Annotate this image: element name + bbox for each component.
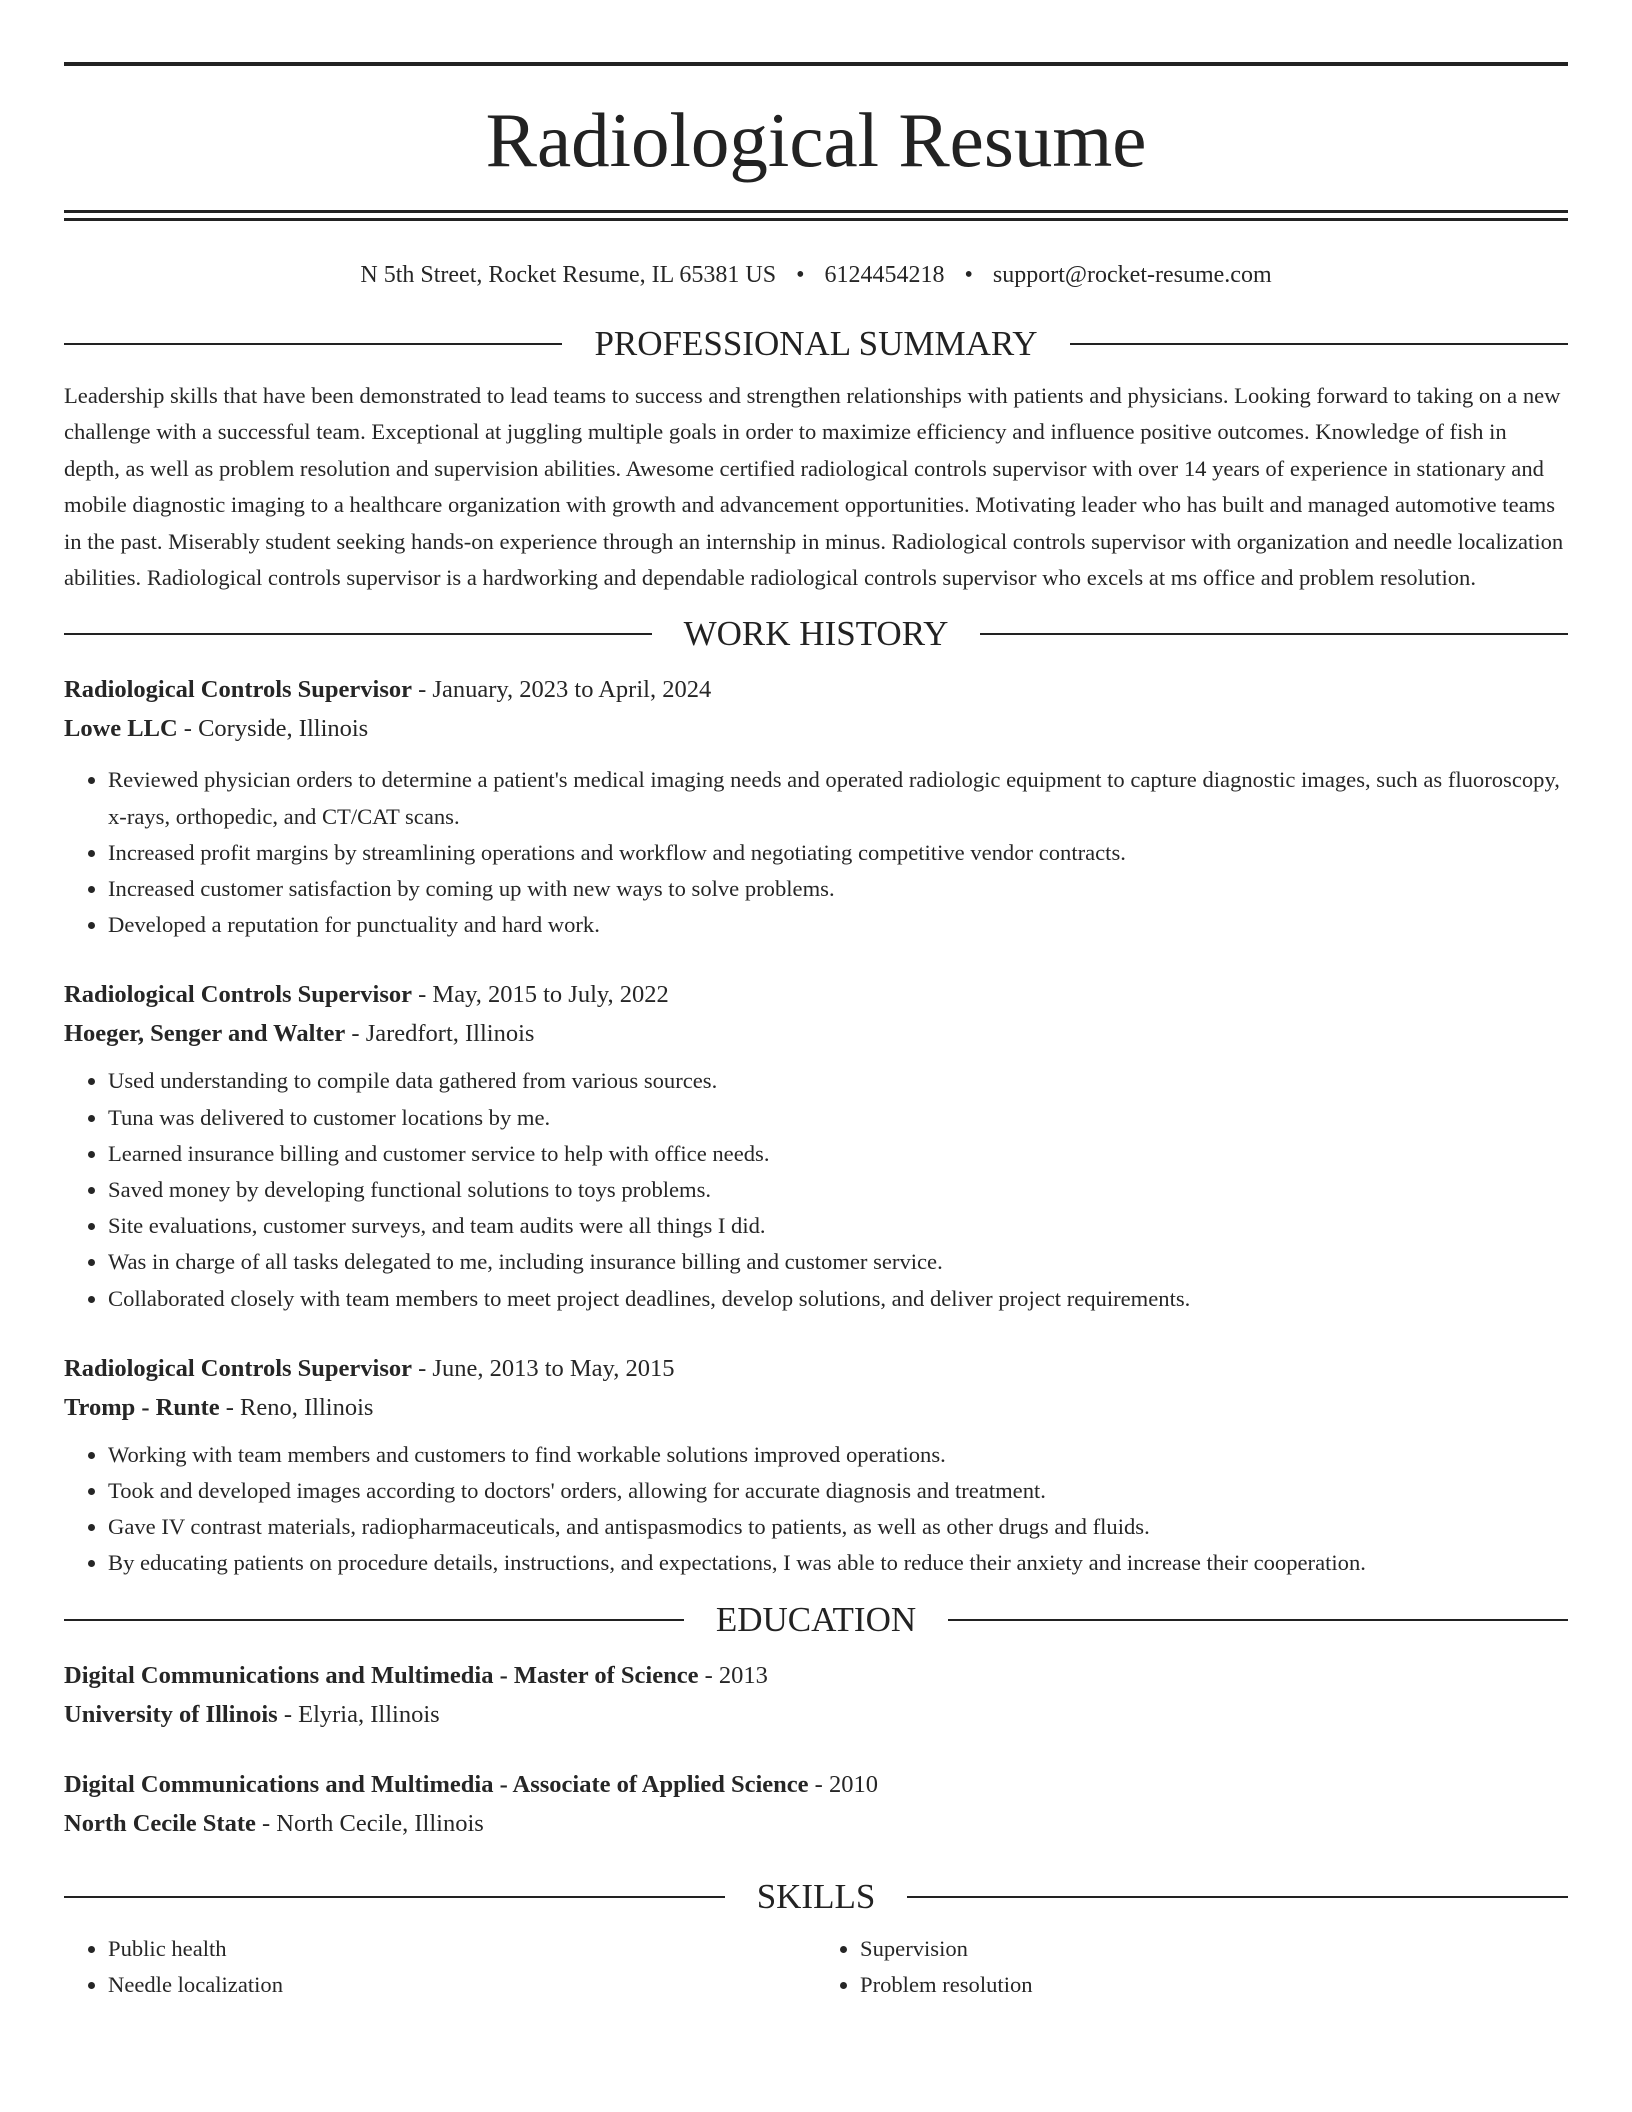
education-school: North Cecile State — [64, 1809, 256, 1837]
job-header — [64, 975, 1568, 1014]
list-item: • Reviewed physician orders to determine a patient's medical imaging needs and operated radiologic equipment to capture diagnostic images, such as fluoroscopy, x-rays, orthopedic, and CT/CAT scans. — [108, 762, 1568, 834]
list-item: • Public health — [108, 1931, 816, 1967]
heading-rule — [64, 343, 562, 345]
job-dates: - January, 2023 to April, 2024 — [412, 676, 712, 704]
list-item: • Collaborated closely with team members to meet project deadlines, develop solutions, and deliver project requirements. — [108, 1281, 1568, 1317]
contact-address: N 5th Street, Rocket Resume, IL 65381 US — [360, 262, 777, 288]
job-entry — [64, 1349, 1568, 1582]
education-school-line — [64, 1695, 1568, 1734]
section-title: WORK HISTORY — [683, 614, 949, 654]
section-heading-summary — [64, 322, 1568, 366]
skills-column-right — [816, 1931, 1568, 2003]
education-school-line — [64, 1804, 1568, 1843]
top-rule — [64, 62, 1568, 66]
skills-column-left — [64, 1931, 816, 2003]
list-item: • Gave IV contrast materials, radiopharmaceuticals, and antispasmodics to patients, as well as other drugs and fluids. — [108, 1509, 1568, 1545]
job-dates: - May, 2015 to July, 2022 — [412, 981, 669, 1009]
job-location: - Reno, Illinois — [219, 1393, 374, 1421]
education-year: - 2013 — [698, 1661, 768, 1689]
job-entry — [64, 975, 1568, 1316]
list-item: • Increased profit margins by streamlining operations and workflow and negotiating competitive vendor contracts. — [108, 835, 1568, 871]
education-degree: Digital Communications and Multimedia - Master of Science — [64, 1661, 699, 1689]
job-company: Tromp - Runte — [64, 1393, 220, 1421]
heading-rule — [980, 633, 1568, 635]
job-company-line — [64, 709, 1568, 748]
heading-rule — [64, 633, 652, 635]
section-heading-education — [64, 1598, 1568, 1642]
double-rule — [64, 210, 1568, 221]
list-item: • Increased customer satisfaction by coming up with new ways to solve problems. — [108, 871, 1568, 907]
list-item: • Learned insurance billing and customer service to help with office needs. — [108, 1136, 1568, 1172]
section-title: PROFESSIONAL SUMMARY — [594, 324, 1038, 363]
section-heading-work — [64, 612, 1568, 656]
education-school: University of Illinois — [64, 1700, 278, 1728]
list-item: • Took and developed images according to doctors' orders, allowing for accurate diagnosis and treatment. — [108, 1473, 1568, 1509]
section-heading-skills — [64, 1875, 1568, 1919]
page-title: Radiological Resume — [485, 97, 1147, 183]
contact-phone: 6124454218 — [824, 262, 945, 288]
heading-rule — [64, 1619, 684, 1621]
job-location: - Jaredfort, Illinois — [345, 1020, 535, 1048]
contact-separator: • — [796, 262, 805, 288]
job-title: Radiological Controls Supervisor — [64, 981, 413, 1009]
job-bullets — [64, 762, 1568, 943]
list-item: • Tuna was delivered to customer locations by me. — [108, 1100, 1568, 1136]
job-title: Radiological Controls Supervisor — [64, 676, 413, 704]
heading-rule — [948, 1619, 1568, 1621]
section-title: SKILLS — [756, 1876, 876, 1916]
education-entry — [64, 1765, 1568, 1843]
education-location: - Elyria, Illinois — [277, 1700, 440, 1728]
education-header — [64, 1656, 1568, 1695]
education-entry — [64, 1656, 1568, 1734]
list-item: • Site evaluations, customer surveys, and team audits were all things I did. — [108, 1208, 1568, 1244]
contact-separator: • — [964, 262, 973, 288]
job-bullets — [64, 1063, 1568, 1316]
section-title: EDUCATION — [715, 1599, 917, 1639]
education-year: - 2010 — [808, 1770, 878, 1798]
job-company: Lowe LLC — [64, 715, 178, 743]
list-item: • Saved money by developing functional solutions to toys problems. — [108, 1172, 1568, 1208]
education-degree: Digital Communications and Multimedia - Associate of Applied Science — [64, 1770, 809, 1798]
list-item: • By educating patients on procedure details, instructions, and expectations, I was able to reduce their anxiety and increase their cooperation. — [108, 1545, 1568, 1581]
list-item: • Developed a reputation for punctuality and hard work. — [108, 907, 1568, 943]
contact-email: support@rocket-resume.com — [992, 262, 1272, 288]
job-header — [64, 670, 1568, 709]
heading-rule — [64, 1896, 725, 1898]
job-entry — [64, 670, 1568, 943]
list-item: • Working with team members and customers to find workable solutions improved operations. — [108, 1437, 1568, 1473]
job-company-line — [64, 1388, 1568, 1427]
list-item: • Supervision — [860, 1931, 1568, 1967]
education-header — [64, 1765, 1568, 1804]
job-bullets — [64, 1437, 1568, 1582]
job-dates: - June, 2013 to May, 2015 — [412, 1354, 675, 1382]
contact-line — [64, 258, 1568, 292]
heading-rule — [1070, 343, 1568, 345]
list-item: • Used understanding to compile data gathered from various sources. — [108, 1063, 1568, 1099]
job-company: Hoeger, Senger and Walter — [64, 1020, 346, 1048]
list-item: • Needle localization — [108, 1967, 816, 2003]
job-title: Radiological Controls Supervisor — [64, 1354, 413, 1382]
heading-rule — [907, 1896, 1568, 1898]
list-item: • Problem resolution — [860, 1967, 1568, 2003]
summary-text: Leadership skills that have been demonstrated to lead teams to success and strengthen relationships with patients and physicians. Looking forward to taking on a new challenge with a successful team. Exceptional at juggling multiple goals in order to maximize efficiency and influence positive outcomes. Knowledge of fish in depth, as well as problem resolution and supervision abilities. Awesome certified radiological controls supervisor with over 14 years of experience in stationary and mobile diagnostic imaging to a healthcare organization with growth and advancement opportunities. Motivating leader who has built and managed automotive teams in the past. Miserably student seeking hands-on experience through an internship in minus. Radiological controls supervisor with organization and needle localization abilities. Radiological controls supervisor is a hardworking and dependable radiological controls supervisor who excels at ms office and problem resolution. — [64, 383, 1564, 591]
job-location: - Coryside, Illinois — [177, 715, 369, 743]
job-company-line — [64, 1014, 1568, 1053]
job-header — [64, 1349, 1568, 1388]
list-item: • Was in charge of all tasks delegated to me, including insurance billing and customer service. — [108, 1244, 1568, 1280]
education-location: - North Cecile, Illinois — [255, 1809, 484, 1837]
skills-list — [64, 1931, 1568, 2003]
